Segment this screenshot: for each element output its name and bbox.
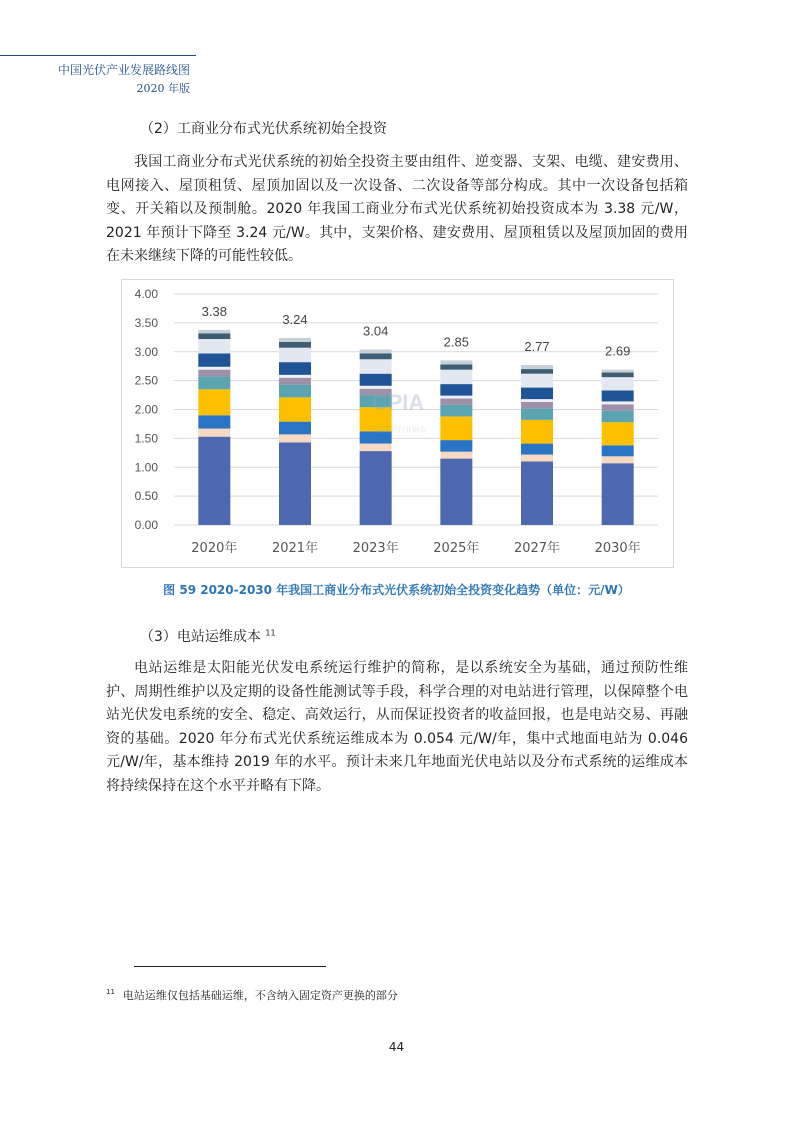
bar-segment bbox=[279, 385, 311, 398]
header-title: 中国光伏产业发展路线图 bbox=[57, 63, 190, 77]
bar-segment bbox=[360, 451, 392, 525]
x-tick-label: 2023年 bbox=[352, 541, 399, 556]
bar-segment bbox=[360, 349, 392, 353]
footnote-rule bbox=[134, 966, 326, 967]
footnote-text: 电站运维仅包括基础运维，不含纳入固定资产更换的部分 bbox=[122, 989, 398, 1002]
bar-segment bbox=[279, 422, 311, 435]
bar-segment bbox=[279, 362, 311, 375]
bar-segment bbox=[602, 404, 634, 410]
bar-segment bbox=[279, 442, 311, 525]
bar-segment bbox=[279, 397, 311, 421]
bar-segment bbox=[198, 330, 230, 333]
x-tick-label: 2025年 bbox=[433, 541, 480, 556]
bar-segment bbox=[521, 408, 553, 420]
bar-segment bbox=[440, 396, 472, 399]
bar-segment bbox=[198, 429, 230, 437]
x-tick-label: 2027年 bbox=[513, 541, 561, 556]
watermark bbox=[370, 390, 426, 434]
bar-segment bbox=[521, 399, 553, 402]
bar-segment bbox=[602, 370, 634, 373]
x-axis-ticks bbox=[191, 540, 640, 556]
bar-total-label: 2.77 bbox=[524, 339, 550, 355]
bar-segment bbox=[521, 461, 553, 525]
bar-segment bbox=[440, 360, 472, 364]
bar-segment bbox=[440, 416, 472, 440]
section3-heading-text: （3）电站运维成本 bbox=[140, 629, 261, 645]
bar-segment bbox=[360, 444, 392, 452]
bar-total-label: 3.04 bbox=[363, 323, 389, 339]
bar-segment bbox=[440, 452, 472, 459]
bar-segment bbox=[360, 374, 392, 386]
figure-caption: 图 59 2020-2030 年我国工商业分布式光伏系统初始全投资变化趋势（单位：元/W） bbox=[163, 583, 630, 597]
bar-segment bbox=[602, 377, 634, 390]
section3-paragraph: 电站运维是太阳能光伏发电系统运行维护的简称，是以系统安全为基础，通过预防性维护、周期性维护以及定期的设备性能测试等手段，科学合理的对电站进行管理，以保障整个电站光伏发电系统的安全、稳定、高效运行，从而保证投资者的收益回报，也是电站交易、再融资的基础。2020 年分布式光伏系统运维成本为 0.054 元/W/年，集中式地面电站为 0.046 元/W/年，基本维持 2019 年的水平。预计未来几年地面光伏电站以及分布式系统的运维成本将持续保持在这个水平并略有下降。 bbox=[106, 660, 688, 794]
bar-segment bbox=[198, 370, 230, 377]
bar-segment bbox=[198, 367, 230, 370]
bar-segment bbox=[521, 444, 553, 455]
y-tick-label: 1.50 bbox=[134, 431, 158, 446]
watermark-logo: CPIA bbox=[371, 390, 425, 415]
bar-segment bbox=[198, 333, 230, 339]
y-tick-label: 2.50 bbox=[134, 373, 158, 388]
bar-segment bbox=[602, 463, 634, 525]
bar-segment bbox=[440, 440, 472, 452]
y-tick-label: 4.00 bbox=[134, 287, 158, 301]
bar-segment bbox=[198, 353, 230, 366]
bar-segment bbox=[279, 342, 311, 348]
y-tick-label: 2.00 bbox=[134, 402, 158, 417]
y-tick-label: 3.00 bbox=[134, 344, 158, 359]
x-tick-label: 2030年 bbox=[594, 541, 641, 556]
bar-segment bbox=[440, 370, 472, 384]
bar-segment bbox=[440, 405, 472, 417]
bar-segment bbox=[360, 353, 392, 359]
y-axis-ticks bbox=[135, 287, 159, 532]
footnote-number: 11 bbox=[106, 988, 115, 997]
bar-segment bbox=[521, 388, 553, 400]
bar-segment bbox=[440, 399, 472, 405]
header-rule bbox=[0, 55, 196, 56]
bar-segment bbox=[198, 437, 230, 525]
bar-segment bbox=[602, 422, 634, 445]
bar-segment bbox=[602, 390, 634, 401]
bar-segment bbox=[279, 434, 311, 442]
bar-segment bbox=[279, 378, 311, 385]
bar-segment bbox=[440, 459, 472, 525]
bar-segment bbox=[602, 373, 634, 378]
x-tick-label: 2020年 bbox=[191, 541, 238, 556]
y-tick-label: 3.50 bbox=[134, 315, 158, 330]
bar-segment bbox=[198, 389, 230, 415]
bar-segment bbox=[279, 348, 311, 362]
y-tick-label: 0.00 bbox=[134, 518, 158, 532]
bar-segment bbox=[602, 401, 634, 404]
section-heading-3 bbox=[140, 626, 276, 646]
bar-segment bbox=[198, 415, 230, 428]
stacked-bar-chart bbox=[122, 280, 673, 567]
bar-segment bbox=[602, 411, 634, 423]
bar-total-label: 3.24 bbox=[282, 311, 308, 327]
bar-segment bbox=[521, 369, 553, 374]
chart-frame bbox=[121, 279, 674, 568]
bar-total-label: 2.69 bbox=[605, 343, 631, 359]
x-tick-label: 2021年 bbox=[271, 541, 319, 556]
bar-segment bbox=[198, 339, 230, 353]
y-tick-label: 1.00 bbox=[134, 460, 158, 475]
bar-segment bbox=[521, 402, 553, 408]
header-subtitle: 2020 年版 bbox=[136, 82, 190, 95]
bar-segment bbox=[279, 375, 311, 378]
page-number: 44 bbox=[388, 1040, 405, 1054]
bar-segment bbox=[521, 365, 553, 369]
bar-segment bbox=[440, 364, 472, 369]
bar-segment bbox=[360, 359, 392, 373]
bar-segment bbox=[440, 384, 472, 396]
bar-segment bbox=[521, 374, 553, 388]
bar-segment bbox=[521, 420, 553, 444]
section2-paragraph: 我国工商业分布式光伏系统的初始全投资主要由组件、逆变器、支架、电缆、建安费用、电网接入、屋顶租赁、屋顶加固以及一次设备、二次设备等部分构成。其中一次设备包括箱变、开关箱以及预制舱。2020 年我国工商业分布式光伏系统初始投资成本为 3.38 元/W，2021 年预计下降至 3.24 元/W。其中，支架价格、建安费用、屋顶租赁以及屋顶加固的费用在未来继续下降的可能性较低。 bbox=[106, 154, 688, 264]
bar-total-label: 3.38 bbox=[201, 303, 227, 319]
y-tick-label: 0.50 bbox=[134, 489, 158, 504]
bar-segment bbox=[602, 445, 634, 456]
total-labels bbox=[202, 304, 631, 359]
section-heading-2: （2）工商业分布式光伏系统初始全投资 bbox=[140, 121, 387, 137]
bar-segment bbox=[279, 338, 311, 342]
footnote-ref: 11 bbox=[265, 628, 276, 638]
bar-total-label: 2.85 bbox=[443, 334, 469, 350]
bar-segment bbox=[198, 377, 230, 390]
watermark-subtext: 中国光伏行业协会 bbox=[370, 426, 426, 434]
bar-segment bbox=[602, 456, 634, 463]
bar-segment bbox=[360, 386, 392, 389]
bar-segment bbox=[521, 455, 553, 462]
footnote bbox=[106, 987, 398, 1003]
